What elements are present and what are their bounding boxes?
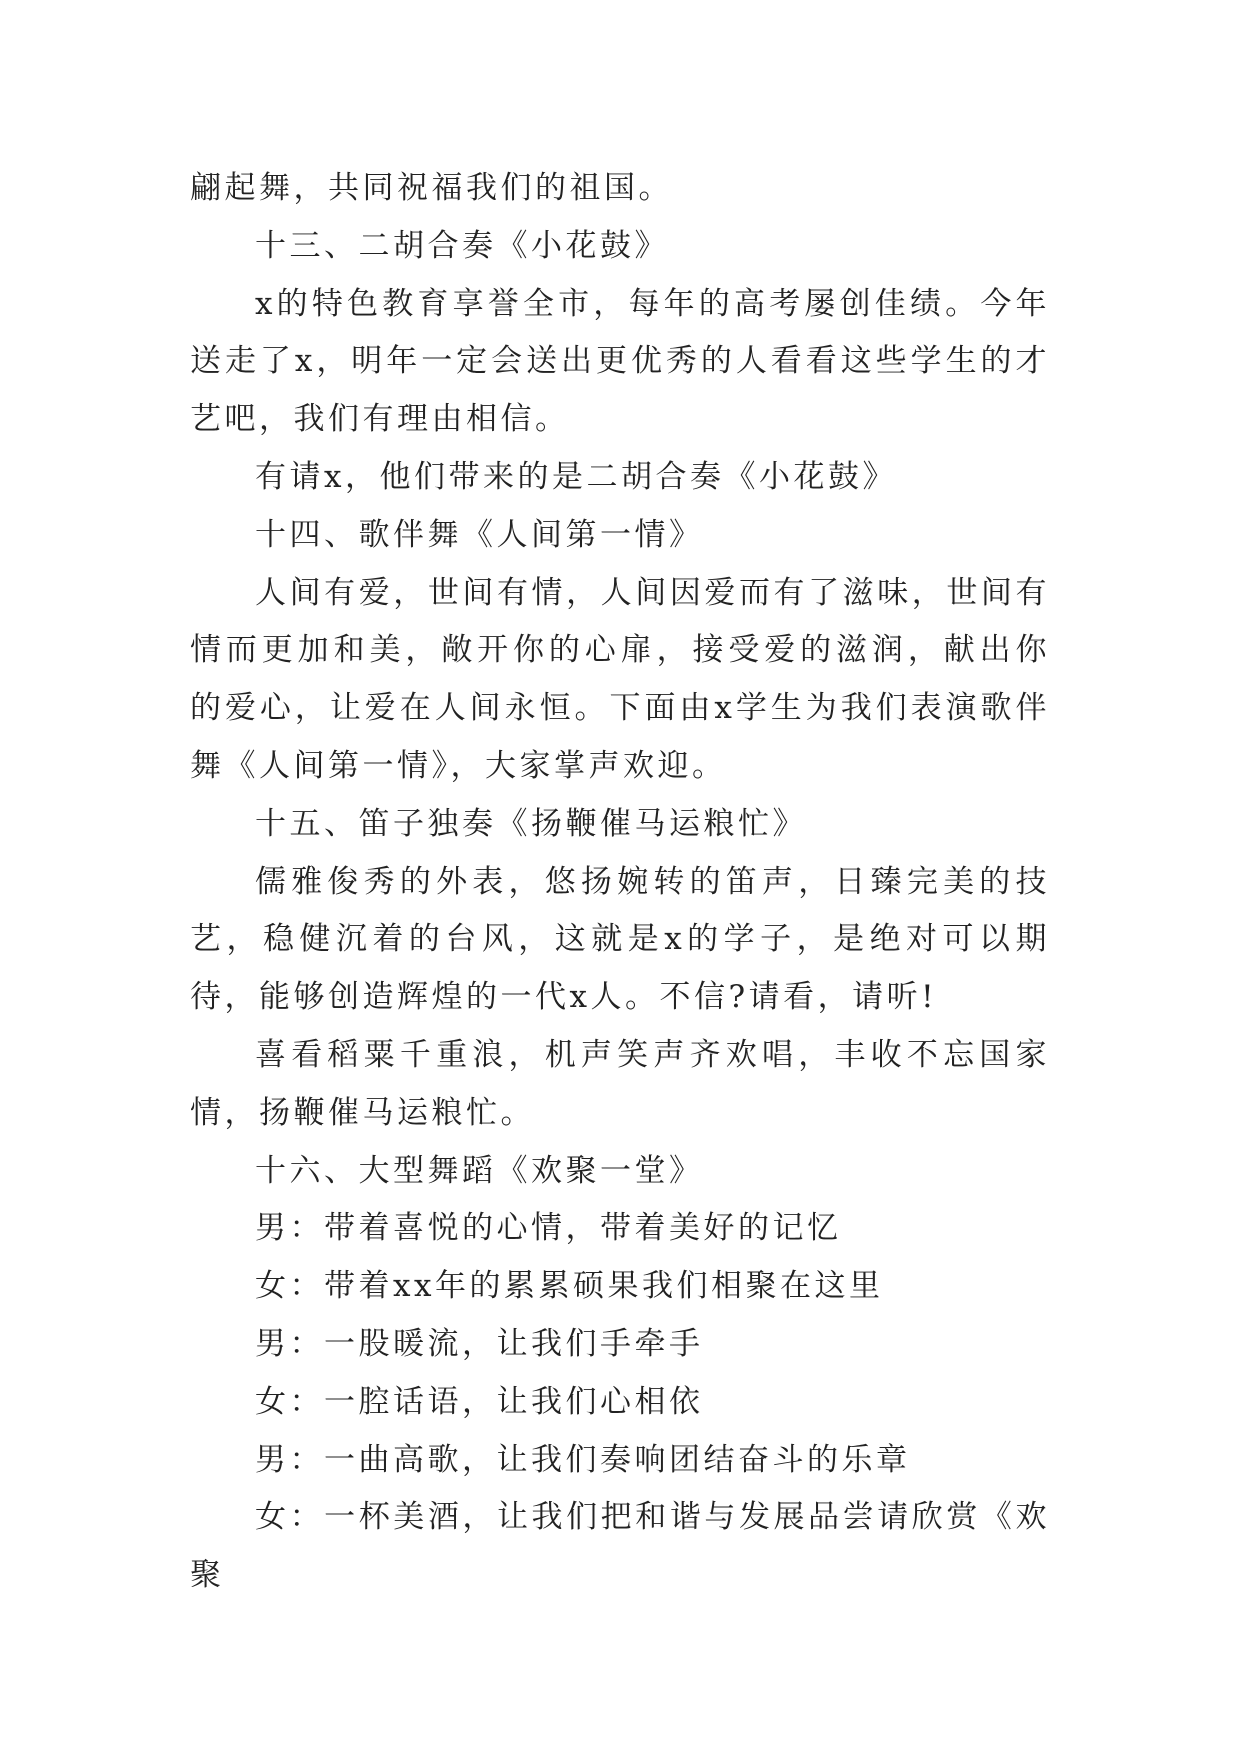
dialogue-line: 女：一腔话语，让我们心相依 — [255, 1383, 704, 1420]
dialogue-line: 男：带着喜悦的心情，带着美好的记忆 — [255, 1210, 842, 1247]
document-body — [190, 160, 1050, 1605]
section-heading: 十四、歌伴舞《人间第一情》 — [255, 516, 704, 553]
dialogue-line: 女：带着xx年的累累硕果我们相聚在这里 — [255, 1268, 884, 1305]
paragraph: 儒雅俊秀的外表，悠扬婉转的笛声，日臻完美的技艺，稳健沉着的台风，这就是x的学子，是绝对可以期待，能够创造辉煌的一代x人。不信?请看，请听! — [190, 863, 1050, 1016]
dialogue-line: 男：一曲高歌，让我们奏响团结奋斗的乐章 — [255, 1441, 911, 1478]
paragraph: 人间有爱，世间有情，人间因爱而有了滋味，世间有情而更加和美，敞开你的心扉，接受爱的滋润，献出你的爱心，让爱在人间永恒。下面由x学生为我们表演歌伴舞《人间第一情》，大家掌声欢迎。 — [190, 574, 1050, 784]
paragraph: 翩起舞，共同祝福我们的祖国。 — [190, 170, 673, 206]
paragraph: x的特色教育享誉全市，每年的高考屡创佳绩。今年送走了x，明年一定会送出更优秀的人看看这些学生的才艺吧，我们有理由相信。 — [190, 285, 1050, 438]
section-heading: 十三、二胡合奏《小花鼓》 — [255, 227, 669, 264]
paragraph: 有请x，他们带来的是二胡合奏《小花鼓》 — [255, 458, 897, 495]
dialogue-line: 男：一股暖流，让我们手牵手 — [255, 1325, 704, 1362]
dialogue-line: 女：一杯美酒，让我们把和谐与发展品尝请欣赏《欢聚 — [190, 1499, 1050, 1594]
paragraph: 喜看稻粟千重浪，机声笑声齐欢唱，丰收不忘国家情，扬鞭催马运粮忙。 — [190, 1036, 1050, 1131]
section-heading: 十五、笛子独奏《扬鞭催马运粮忙》 — [255, 805, 807, 842]
section-heading: 十六、大型舞蹈《欢聚一堂》 — [255, 1152, 704, 1189]
